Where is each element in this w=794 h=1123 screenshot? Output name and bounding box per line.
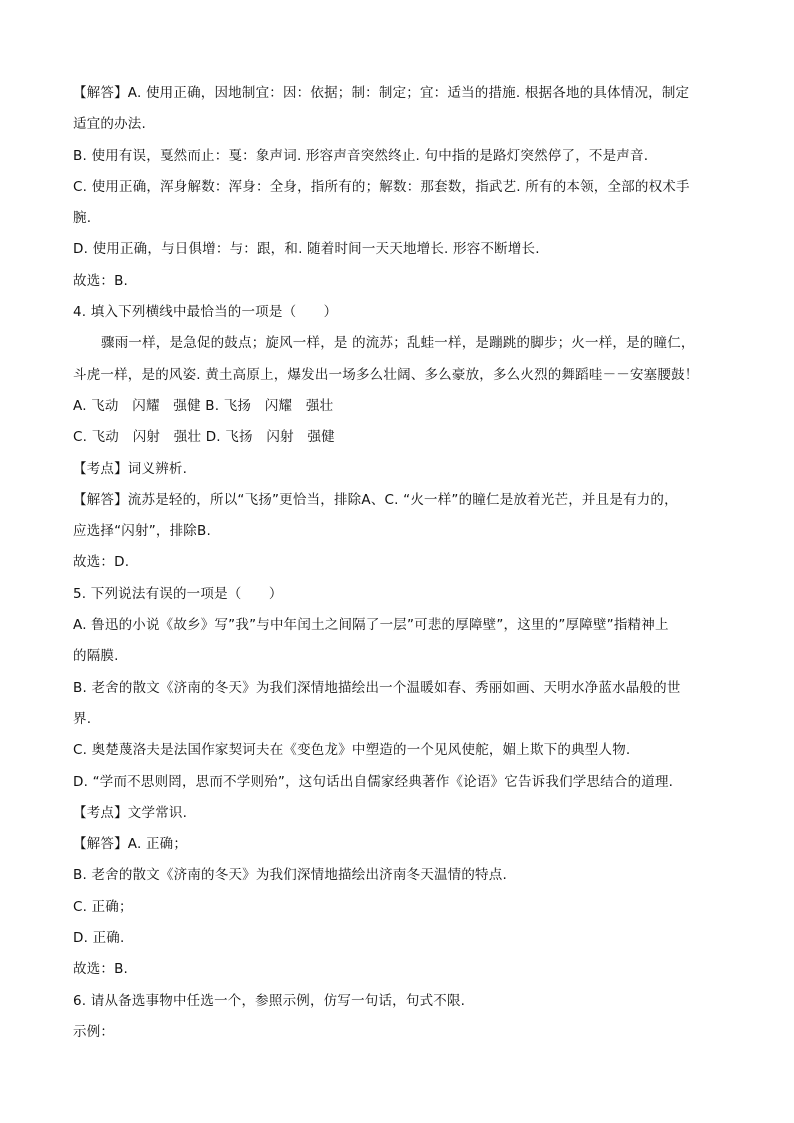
option-line: D. “学而不思则罔，思而不学则殆”，这句话出自儒家经典著作《论语》它告诉我们学思结合的道理. [73,773,674,790]
text-line: 骤雨一样，是急促的鼓点；旋风一样，是 的流苏；乱蛙一样，是蹦跳的脚步；火一样，是的瞳仁， [101,335,695,352]
text-line: 【解答】A. 正确； [73,836,188,853]
text-line: C. 使用正确，浑身解数：浑身：全身，指所有的；解数：那套数，指武艺. 所有的本领，全部的权术手 [73,178,690,195]
text-line: 【考点】词义辨析. [73,460,188,477]
text-line: C. 正确； [73,898,133,915]
text-line: 适宜的办法. [73,116,146,133]
text-line: D. 使用正确，与日俱增：与：跟，和. 随着时间一天天地增长. 形容不断增长. [73,241,540,258]
text-line: 斗虎一样，是的风姿. 黄土高原上，爆发出一场多么壮阔、多么豪放，多么火烈的舞蹈哇－－安塞腰鼓！ [73,366,699,383]
text-line: 【考点】文学常识. [73,804,188,821]
text-line: 示例： [73,1023,115,1040]
question-6-title: 6. 请从备选事物中任选一个，参照示例，仿写一句话，句式不限. [73,992,466,1009]
option-line: C. 飞动 闪射 强壮 D. 飞扬 闪射 强健 [73,429,335,446]
text-line: 腕. [73,210,92,227]
text-line: D. 正确. [73,930,125,947]
text-line: 故选：B. [73,961,129,978]
text-line: 的隔膜. [73,648,119,665]
text-line: 【解答】A. 使用正确，因地制宜：因：依据；制：制定；宜：适当的措施. 根据各地的具体情况，制定 [73,85,690,101]
option-line: A. 飞动 闪耀 强健 B. 飞扬 闪耀 强壮 [73,397,334,414]
question-4-title: 4. 填入下列横线中最恰当的一项是（ ） [73,304,338,321]
option-line: A. 鲁迅的小说《故乡》写”我”与中年闰土之间隔了一层”可悲的厚障壁”，这里的”厚障壁”指精神上 [73,617,669,634]
text-line: 故选：B. [73,272,129,289]
text-line: 界. [73,710,92,727]
text-line: 故选：D. [73,554,130,571]
question-5-title: 5. 下列说法有误的一项是（ ） [73,585,283,602]
text-line: 应选择“闪射”，排除B. [73,523,211,540]
text-line: 【解答】流苏是轻的，所以“飞扬”更恰当，排除A、C. “火一样”的瞳仁是放着光芒，并且是有力的， [73,491,678,508]
text-line: B. 老舍的散文《济南的冬天》为我们深情地描绘出济南冬天温情的特点. [73,867,507,884]
option-line: C. 奥楚蔑洛夫是法国作家契诃夫在《变色龙》中塑造的一个见风使舵，媚上欺下的典型人物. [73,742,631,759]
document-page [73,78,723,1048]
text-line: B. 使用有误，戛然而止：戛：象声词. 形容声音突然终止. 句中指的是路灯突然停了，不是声音. [73,147,649,164]
option-line: B. 老舍的散文《济南的冬天》为我们深情地描绘出一个温暖如春、秀丽如画、天明水净蓝水晶般的世 [73,679,681,696]
